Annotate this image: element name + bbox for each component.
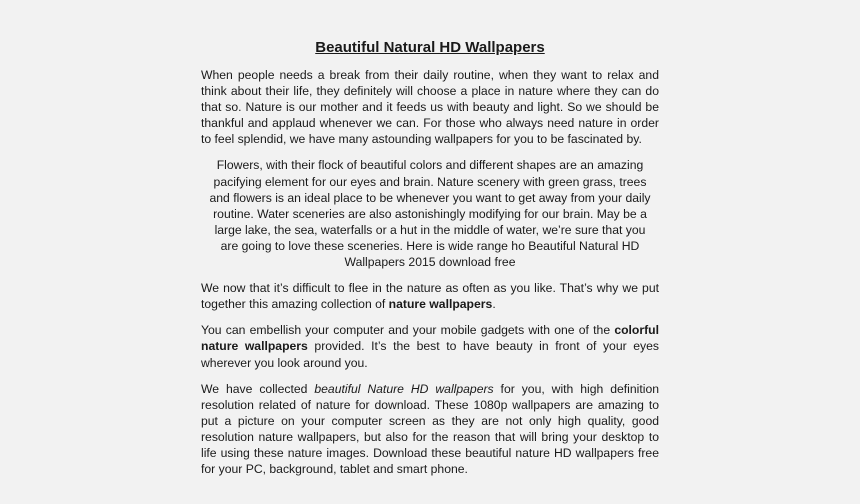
paragraph-intro (201, 67, 659, 147)
paragraph-flowers (201, 157, 659, 270)
paragraph-collection (201, 280, 659, 312)
text-segment: We now that it’s difficult to flee in the nature as often as you like. That’s why we put together this amazing collection of (201, 281, 659, 312)
bold-phrase: nature wallpapers (388, 297, 493, 312)
paragraph-collected (201, 381, 659, 478)
text-segment: Flowers, with their flock of beautiful colors and different shapes are an amazing pacifying element for our eyes and brain. Nature scenery with green grass, trees and flowers is an ideal place to be whenever you want to get away from your daily routine. Water sceneries are also astonishingly modifying for our brain. May be a large lake, the sea, waterfalls or a hut in the middle of water, we’re sure that you are going to love these sceneries. Here is wide range ho Beautiful Natural HD Wallpapers 2015 download free (209, 158, 651, 270)
document-title: Beautiful Natural HD Wallpapers (315, 39, 545, 56)
bold-phrase: colorful nature wallpapers (201, 323, 659, 354)
text-segment: provided. It’s the best to have beauty in front of your eyes wherever you look around you. (201, 339, 659, 370)
text-segment: for you, with high definition resolution related of nature for download. These 1080p wallpapers are amazing to put a picture on your computer screen as they are not only high quality, good resolution nature wallpapers, but also for the reason that will bring your desktop to life using these nature images. Download these beautiful nature HD wallpapers free for your PC, background, tablet and smart phone. (201, 381, 659, 477)
document-body (201, 67, 659, 487)
italic-phrase: beautiful Nature HD wallpapers (314, 381, 494, 396)
text-segment: You can embellish your computer and your mobile gadgets with one of the (201, 323, 615, 338)
paragraph-embellish (201, 322, 659, 370)
text-segment: We have collected (201, 381, 315, 396)
text-segment: . (492, 297, 496, 312)
text-segment: When people needs a break from their daily routine, when they want to relax and think about their life, they definitely will choose a place in nature where they can do that so. Nature is our mother and it feeds us with beauty and light. So we should be thankful and applaud whenever we can. For those who always need nature in order to feel splendid, we have many astounding wallpapers for you to be fascinated by. (201, 68, 659, 147)
